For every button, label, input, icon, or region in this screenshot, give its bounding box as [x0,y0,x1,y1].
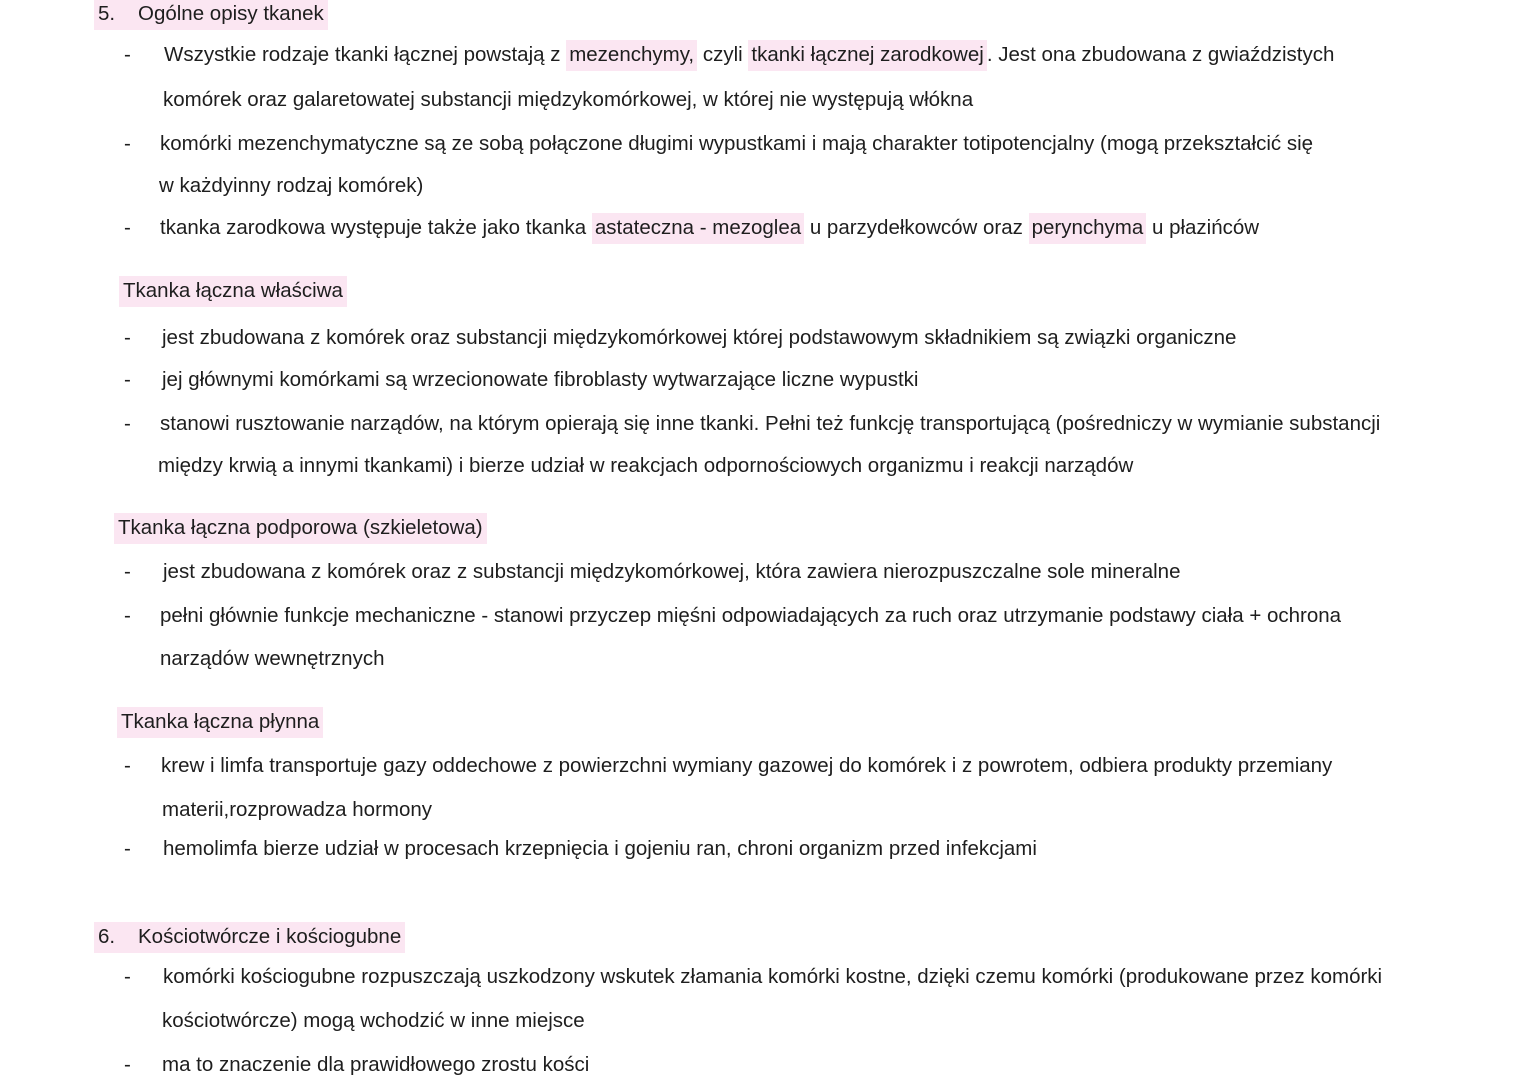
bullet-marker: - [124,754,131,777]
bullet-marker: - [124,326,131,349]
plynna-bullet-1: krew i limfa transportuje gazy oddechowe z powierzchni wymiany gazowej do komórek i z powrotem, odbiera produkty przemiany [161,754,1333,777]
subsection-title: Tkanka łączna podporowa (szkieletowa) [114,513,487,544]
section-6-heading [94,927,405,948]
podporowa-bullet-1: jest zbudowana z komórek oraz z substancji międzykomórkowej, która zawiera nierozpuszczalne sole mineralne [163,560,1181,583]
subsection-heading-plynna [117,712,323,733]
highlight-perynchyma: perynchyma [1029,213,1147,244]
subsection-title: Tkanka łączna właściwa [119,276,347,307]
bullet-marker: - [124,368,131,391]
section-6-number: 6. [98,925,116,948]
section-6-bullet-2: ma to znaczenie dla prawidłowego zrostu kości [162,1053,590,1076]
subsection-title: Tkanka łączna płynna [117,707,323,738]
plynna-bullet-1-cont: materii,rozprowadza hormony [162,798,433,821]
highlight-mezenchymy: mezenchymy, [566,40,697,71]
highlight-mezoglea: astateczna - mezoglea [592,213,804,244]
bullet-text: czyli [697,43,749,66]
subsection-heading-podporowa [114,518,487,539]
wlasciwa-bullet-2: jej głównymi komórkami są wrzecionowate fibroblasty wytwarzające liczne wypustki [162,368,919,391]
highlight-tkanki-zarodkowej: tkanki łącznej zarodkowej [748,40,986,71]
section-6-bullet-1-cont: kościotwórcze) mogą wchodzić w inne miejsce [162,1009,585,1032]
bullet-text: tkanka zarodkowa występuje także jako tkanka [160,216,592,239]
bullet-marker: - [124,837,131,860]
section-5-title: Ogólne opisy tkanek [138,2,324,25]
bullet-marker: - [124,216,131,239]
wlasciwa-bullet-1: jest zbudowana z komórek oraz substancji międzykomórkowej której podstawowym składnikiem są związki organiczne [162,326,1237,349]
section-5-bullet-1 [164,45,1334,66]
plynna-bullet-2: hemolimfa bierze udział w procesach krzepnięcia i gojeniu ran, chroni organizm przed infekcjami [163,837,1037,860]
section-5-heading [94,4,328,25]
section-6-heading-highlight [94,922,405,953]
bullet-marker: - [124,132,131,155]
section-5-bullet-2: komórki mezenchymatyczne są ze sobą połączone długimi wypustkami i mają charakter totipotencjalny (mogą przekształcić się [160,132,1314,155]
bullet-text: u płazińców [1146,216,1260,239]
section-6-title: Kościotwórcze i kościogubne [138,925,402,948]
wlasciwa-bullet-3: stanowi rusztowanie narządów, na którym opierają się inne tkanki. Pełni też funkcję transportującą (pośredniczy w wymianie substancji [160,412,1381,435]
section-5-bullet-1-cont: komórek oraz galaretowatej substancji międzykomórkowej, w której nie występują włókna [163,88,974,111]
section-5-heading-highlight [94,0,328,30]
section-5-number: 5. [98,2,116,25]
bullet-marker: - [124,604,131,627]
section-5-bullet-2-cont: w każdyinny rodzaj komórek) [159,174,424,197]
bullet-marker: - [124,560,131,583]
bullet-text: Wszystkie rodzaje tkanki łącznej powstają z [164,43,567,66]
section-6-bullet-1: komórki kościogubne rozpuszczają uszkodzony wskutek złamania komórki kostne, dzięki czemu komórki (produkowane przez komórki [163,965,1383,988]
bullet-marker: - [124,43,131,66]
podporowa-bullet-2-cont: narządów wewnętrznych [160,647,385,670]
subsection-heading-wlasciwa [119,281,347,302]
bullet-marker: - [124,965,131,988]
bullet-text: u parzydełkowców oraz [804,216,1029,239]
bullet-text: . Jest ona zbudowana z gwiaździstych [986,43,1335,66]
bullet-marker: - [124,412,131,435]
section-5-bullet-3 [160,218,1259,239]
bullet-marker: - [124,1053,131,1076]
podporowa-bullet-2: pełni głównie funkcje mechaniczne - stanowi przyczep mięśni odpowiadających za ruch oraz utrzymanie podstawy ciała + ochrona [160,604,1342,627]
wlasciwa-bullet-3-cont: między krwią a innymi tkankami) i bierze udział w reakcjach odpornościowych organizmu i reakcji narządów [158,454,1134,477]
